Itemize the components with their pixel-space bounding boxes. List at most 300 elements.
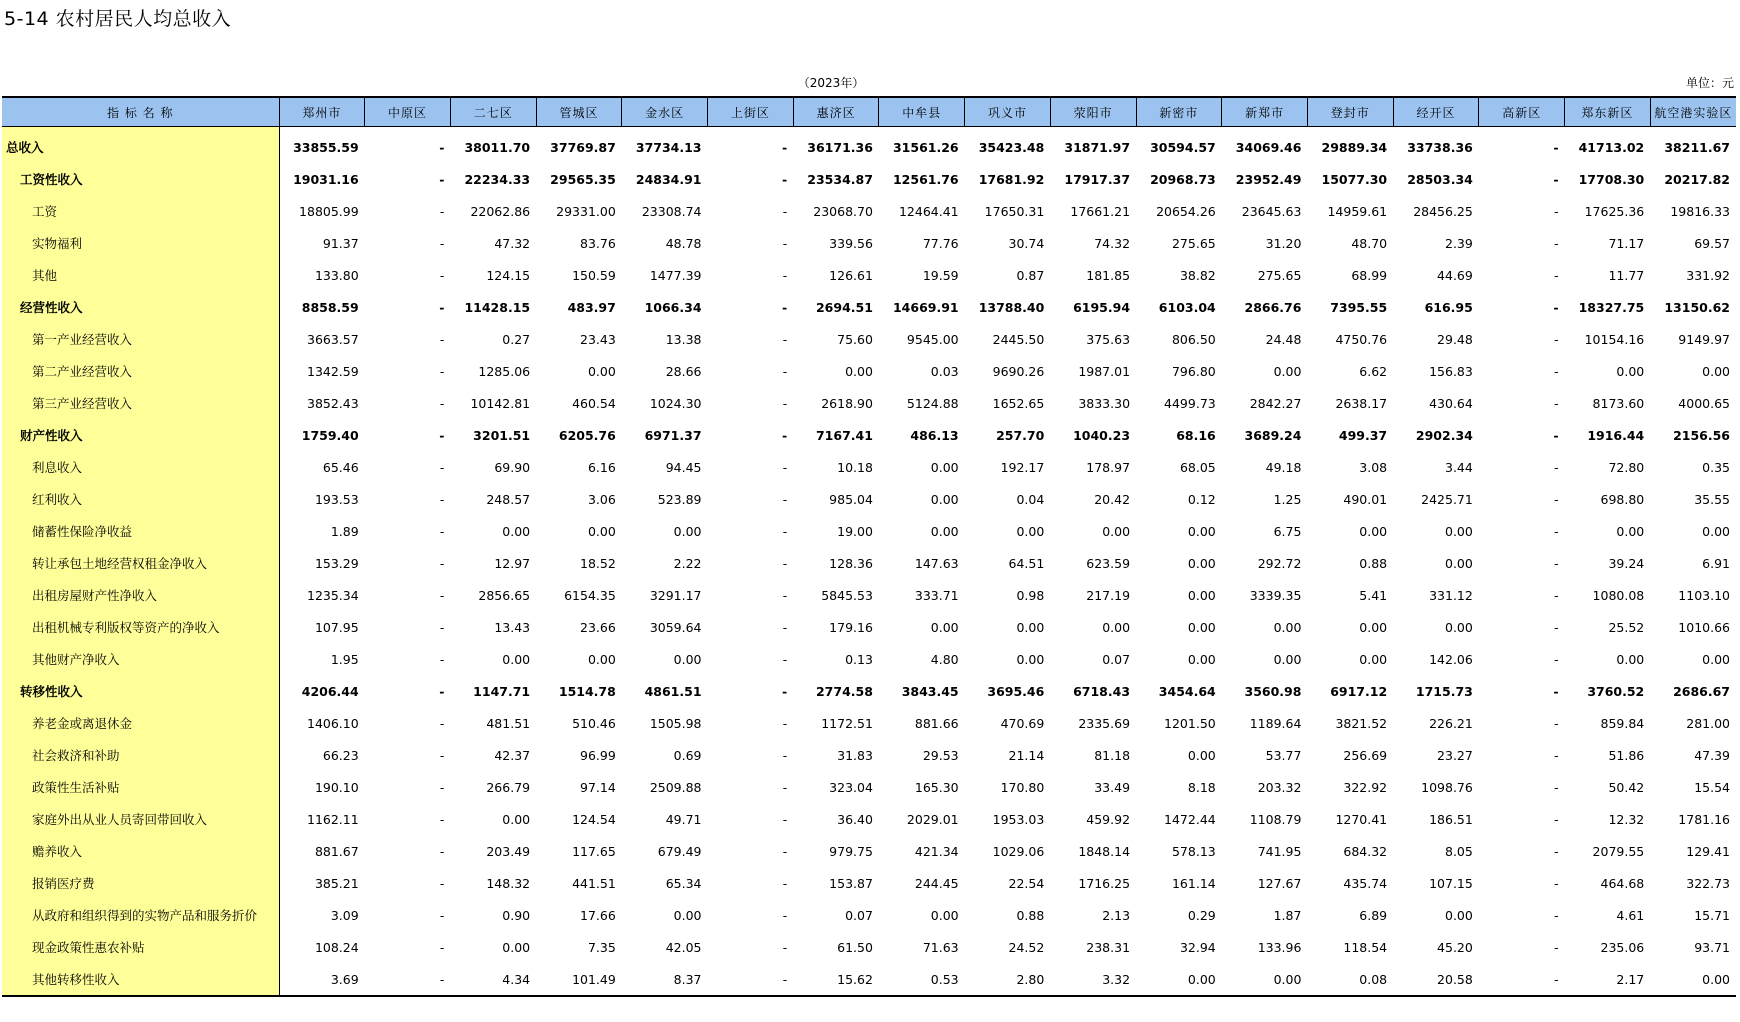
- cell-value: -: [439, 459, 445, 475]
- cell-value: -: [782, 523, 788, 539]
- cell-value: 10142.81: [470, 395, 531, 411]
- cell-value: 6103.04: [1158, 299, 1216, 315]
- table-row: [2, 931, 1736, 963]
- cell-value: 148.32: [486, 875, 531, 891]
- cell-value: 4861.51: [644, 683, 702, 699]
- cell-value: 42.37: [494, 747, 531, 763]
- row-label: 经营性收入: [2, 291, 279, 323]
- cell-value: 6971.37: [644, 427, 702, 443]
- cell-value: 19.00: [837, 523, 873, 539]
- table-row: [2, 483, 1736, 515]
- cell-value: 1066.34: [644, 299, 702, 315]
- cell-value: -: [782, 843, 788, 859]
- cell-value: 0.07: [845, 907, 873, 923]
- cell-value: 2509.88: [649, 779, 702, 795]
- header-region: 管城区: [536, 97, 622, 127]
- cell-value: 2.22: [673, 555, 702, 571]
- cell-value: 3852.43: [307, 395, 359, 411]
- cell-value: 69.90: [494, 459, 531, 475]
- cell-value: 2694.51: [815, 299, 873, 315]
- cell-value: -: [782, 747, 788, 763]
- cell-value: 50.42: [1608, 779, 1645, 795]
- cell-value: 3339.35: [1249, 587, 1302, 603]
- cell-value: 256.69: [1343, 747, 1388, 763]
- cell-value: 0.00: [930, 619, 959, 635]
- cell-value: 1235.34: [307, 587, 359, 603]
- cell-value: -: [439, 171, 445, 187]
- cell-value: 322.73: [1686, 875, 1730, 891]
- cell-value: 0.00: [502, 939, 531, 955]
- cell-value: 29.48: [1437, 331, 1473, 347]
- cell-value: 170.80: [1000, 779, 1045, 795]
- cell-value: 91.37: [322, 235, 359, 251]
- cell-value: 2445.50: [992, 331, 1045, 347]
- cell-value: 22.54: [1008, 875, 1045, 891]
- cell-value: -: [439, 651, 445, 667]
- cell-value: 2686.67: [1673, 683, 1730, 699]
- table-row: [2, 127, 1736, 164]
- cell-value: 0.00: [502, 523, 531, 539]
- cell-value: 18.52: [580, 555, 616, 571]
- cell-value: 1514.78: [558, 683, 616, 699]
- cell-value: 34069.46: [1235, 139, 1302, 155]
- cell-value: 0.00: [1102, 619, 1131, 635]
- cell-value: 1103.10: [1678, 587, 1730, 603]
- cell-value: 17681.92: [978, 171, 1045, 187]
- row-label: 第二产业经营收入: [2, 355, 279, 387]
- cell-value: 0.13: [845, 651, 873, 667]
- cell-value: 441.51: [572, 875, 616, 891]
- header-region: 中原区: [365, 97, 451, 127]
- cell-value: 75.60: [837, 331, 873, 347]
- cell-value: 1.89: [330, 523, 359, 539]
- cell-value: -: [1554, 779, 1559, 795]
- cell-value: 77.76: [922, 235, 959, 251]
- cell-value: 0.00: [1359, 523, 1388, 539]
- cell-value: 29889.34: [1321, 139, 1388, 155]
- cell-value: 235.06: [1600, 939, 1645, 955]
- cell-value: 4.34: [450, 963, 536, 996]
- cell-value: 133.80: [314, 267, 359, 283]
- cell-value: -: [782, 651, 788, 667]
- cell-value: 190.10: [314, 779, 359, 795]
- row-label: 其他: [2, 259, 279, 291]
- cell-value: 2156.56: [1673, 427, 1730, 443]
- cell-value: 0.53: [879, 963, 965, 996]
- cell-value: 8.18: [1187, 779, 1216, 795]
- cell-value: 0.00: [587, 363, 616, 379]
- cell-value: -: [439, 779, 445, 795]
- cell-value: -: [439, 811, 445, 827]
- cell-value: 5124.88: [906, 395, 959, 411]
- cell-value: 0.00: [1445, 555, 1473, 571]
- cell-value: 101.49: [536, 963, 622, 996]
- cell-value: 1987.01: [1078, 363, 1131, 379]
- cell-value: 1716.25: [1078, 875, 1131, 891]
- cell-value: 0.00: [1102, 523, 1131, 539]
- table-row: [2, 547, 1736, 579]
- cell-value: 0.00: [930, 459, 959, 475]
- cell-value: 29331.00: [556, 203, 616, 219]
- header-indicator-name: 指 标 名 称: [2, 97, 279, 127]
- cell-value: 292.72: [1257, 555, 1302, 571]
- header-region: 郑州市: [279, 97, 365, 127]
- cell-value: -: [439, 299, 445, 315]
- cell-value: 281.00: [1686, 715, 1730, 731]
- cell-value: 31.20: [1265, 235, 1302, 251]
- cell-value: 0.90: [502, 907, 531, 923]
- cell-value: 83.76: [580, 235, 616, 251]
- cell-value: 2079.55: [1592, 843, 1645, 859]
- cell-value: -: [782, 683, 788, 699]
- cell-value: 31561.26: [892, 139, 959, 155]
- header-region: 新密市: [1136, 97, 1222, 127]
- cell-value: 3.69: [279, 963, 365, 996]
- header-region: 巩义市: [965, 97, 1051, 127]
- cell-value: -: [1553, 299, 1559, 315]
- header-region: 登封市: [1307, 97, 1393, 127]
- cell-value: 32.94: [1179, 939, 1216, 955]
- cell-value: 4.80: [930, 651, 959, 667]
- cell-value: 2.39: [1445, 235, 1473, 251]
- cell-value: -: [439, 747, 445, 763]
- cell-value: 28503.34: [1407, 171, 1473, 187]
- cell-value: 2029.01: [906, 811, 959, 827]
- row-label: 养老金或离退休金: [2, 707, 279, 739]
- cell-value: 881.67: [314, 843, 359, 859]
- table-row: [2, 515, 1736, 547]
- cell-value: 33855.59: [293, 139, 359, 155]
- cell-value: 6.75: [1273, 523, 1302, 539]
- cell-value: 331.12: [1429, 587, 1473, 603]
- header-region: 金水区: [622, 97, 708, 127]
- cell-value: -: [365, 963, 451, 996]
- row-label: 工资性收入: [2, 163, 279, 195]
- cell-value: 1406.10: [307, 715, 359, 731]
- cell-value: -: [782, 715, 788, 731]
- cell-value: -: [1553, 171, 1559, 187]
- cell-value: 1477.39: [649, 267, 702, 283]
- cell-value: 49.18: [1265, 459, 1302, 475]
- cell-value: -: [439, 267, 445, 283]
- cell-value: 430.64: [1429, 395, 1473, 411]
- cell-value: 0.00: [1702, 523, 1730, 539]
- cell-value: 203.49: [486, 843, 531, 859]
- cell-value: 2866.76: [1244, 299, 1302, 315]
- cell-value: 71.63: [922, 939, 959, 955]
- cell-value: 0.00: [1445, 619, 1473, 635]
- cell-value: 0.00: [587, 523, 616, 539]
- cell-value: 12561.76: [892, 171, 959, 187]
- cell-value: 1848.14: [1078, 843, 1131, 859]
- cell-value: 0.00: [1273, 619, 1302, 635]
- cell-value: 0.00: [1702, 651, 1730, 667]
- cell-value: 5845.53: [821, 587, 873, 603]
- cell-value: 193.53: [314, 491, 359, 507]
- income-table: [2, 96, 1736, 997]
- cell-value: 117.65: [572, 843, 616, 859]
- table-row: [2, 259, 1736, 291]
- cell-value: 698.80: [1600, 491, 1645, 507]
- cell-value: 1098.76: [1421, 779, 1473, 795]
- cell-value: 1.95: [330, 651, 359, 667]
- cell-value: 1040.23: [1073, 427, 1131, 443]
- cell-value: 0.07: [1102, 651, 1131, 667]
- cell-value: 186.51: [1429, 811, 1473, 827]
- row-label: 政策性生活补贴: [2, 771, 279, 803]
- cell-value: 150.59: [572, 267, 616, 283]
- table-row: [2, 195, 1736, 227]
- cell-value: 8173.60: [1592, 395, 1645, 411]
- cell-value: 6205.76: [558, 427, 616, 443]
- cell-value: 69.57: [1694, 235, 1730, 251]
- cell-value: 124.54: [572, 811, 616, 827]
- cell-value: 108.24: [314, 939, 359, 955]
- cell-value: 3201.51: [473, 427, 531, 443]
- header-region: 荥阳市: [1050, 97, 1136, 127]
- cell-value: 19816.33: [1670, 203, 1730, 219]
- cell-value: 0.00: [1016, 523, 1045, 539]
- cell-value: 7395.55: [1330, 299, 1388, 315]
- cell-value: 25.52: [1608, 619, 1645, 635]
- row-label: 出租房屋财产性净收入: [2, 579, 279, 611]
- cell-value: 4206.44: [301, 683, 359, 699]
- cell-value: 0.00: [502, 651, 531, 667]
- cell-value: 3291.17: [649, 587, 702, 603]
- row-label: 从政府和组织得到的实物产品和服务折价: [2, 899, 279, 931]
- cell-value: 133.96: [1257, 939, 1302, 955]
- cell-value: -: [1554, 587, 1559, 603]
- cell-value: 0.00: [1016, 619, 1045, 635]
- cell-value: 153.29: [314, 555, 359, 571]
- cell-value: -: [1554, 555, 1559, 571]
- cell-value: 36.40: [837, 811, 873, 827]
- cell-value: 35423.48: [978, 139, 1045, 155]
- cell-value: 1759.40: [301, 427, 359, 443]
- cell-value: 36171.36: [807, 139, 873, 155]
- cell-value: 23645.63: [1241, 203, 1302, 219]
- cell-value: 142.06: [1429, 651, 1473, 667]
- cell-value: 12464.41: [898, 203, 959, 219]
- cell-value: 107.15: [1429, 875, 1473, 891]
- table-row: [2, 835, 1736, 867]
- cell-value: 2842.27: [1249, 395, 1302, 411]
- cell-value: 2335.69: [1078, 715, 1131, 731]
- cell-value: 0.00: [1445, 523, 1473, 539]
- cell-value: 72.80: [1608, 459, 1645, 475]
- cell-value: 3663.57: [307, 331, 359, 347]
- cell-value: 44.69: [1437, 267, 1473, 283]
- table-row: [2, 323, 1736, 355]
- cell-value: 0.98: [1016, 587, 1045, 603]
- table-row: [2, 163, 1736, 195]
- cell-value: 1108.79: [1249, 811, 1302, 827]
- cell-value: 2638.17: [1335, 395, 1388, 411]
- cell-value: -: [1554, 459, 1559, 475]
- cell-value: 15077.30: [1321, 171, 1388, 187]
- cell-value: -: [1554, 811, 1559, 827]
- cell-value: 31871.97: [1064, 139, 1131, 155]
- cell-value: 881.66: [914, 715, 959, 731]
- cell-value: 179.16: [829, 619, 873, 635]
- cell-value: 192.17: [1000, 459, 1045, 475]
- cell-value: 161.14: [1171, 875, 1216, 891]
- cell-value: 203.32: [1257, 779, 1302, 795]
- cell-value: -: [1554, 331, 1559, 347]
- row-label: 红利收入: [2, 483, 279, 515]
- cell-value: 9690.26: [992, 363, 1045, 379]
- cell-value: 0.00: [502, 811, 531, 827]
- year-label: （2023年）: [797, 76, 865, 90]
- cell-value: -: [708, 963, 794, 996]
- cell-value: 3454.64: [1158, 683, 1216, 699]
- cell-value: 0.00: [1702, 363, 1730, 379]
- cell-value: -: [782, 619, 788, 635]
- cell-value: 17.66: [580, 907, 616, 923]
- cell-value: 33738.36: [1407, 139, 1473, 155]
- cell-value: -: [439, 875, 445, 891]
- cell-value: 6.62: [1359, 363, 1388, 379]
- cell-value: -: [439, 587, 445, 603]
- cell-value: -: [439, 235, 445, 251]
- cell-value: 275.65: [1171, 235, 1216, 251]
- cell-value: 24.52: [1008, 939, 1045, 955]
- cell-value: 13788.40: [978, 299, 1045, 315]
- cell-value: 0.00: [1222, 963, 1308, 996]
- table-row: [2, 675, 1736, 707]
- cell-value: -: [439, 715, 445, 731]
- table-row: [2, 387, 1736, 419]
- cell-value: 490.01: [1343, 491, 1388, 507]
- cell-value: 523.89: [657, 491, 702, 507]
- cell-value: 1270.41: [1335, 811, 1388, 827]
- header-region: 中牟县: [879, 97, 965, 127]
- cell-value: -: [1554, 267, 1559, 283]
- cell-value: -: [782, 587, 788, 603]
- row-label: 转移性收入: [2, 675, 279, 707]
- cell-value: 15.54: [1694, 779, 1730, 795]
- cell-value: 483.97: [567, 299, 616, 315]
- cell-value: 2.80: [965, 963, 1051, 996]
- cell-value: 6.89: [1359, 907, 1388, 923]
- cell-value: 331.92: [1686, 267, 1730, 283]
- cell-value: 13150.62: [1664, 299, 1730, 315]
- row-label: 现金政策性惠农补贴: [2, 931, 279, 963]
- cell-value: -: [782, 331, 788, 347]
- cell-value: -: [782, 427, 788, 443]
- cell-value: 33.49: [1094, 779, 1131, 795]
- cell-value: 6718.43: [1073, 683, 1131, 699]
- cell-value: -: [782, 459, 788, 475]
- cell-value: -: [439, 523, 445, 539]
- cell-value: 6.16: [587, 459, 616, 475]
- cell-value: -: [1554, 715, 1559, 731]
- cell-value: 323.04: [829, 779, 873, 795]
- table-row: [2, 707, 1736, 739]
- cell-value: 38211.67: [1664, 139, 1730, 155]
- table-row: [2, 227, 1736, 259]
- cell-value: -: [782, 395, 788, 411]
- cell-value: 0.00: [845, 363, 873, 379]
- cell-value: 3.08: [1359, 459, 1388, 475]
- cell-value: -: [439, 491, 445, 507]
- cell-value: -: [439, 843, 445, 859]
- cell-value: 2856.65: [478, 587, 531, 603]
- cell-value: 578.13: [1171, 843, 1216, 859]
- cell-value: 118.54: [1343, 939, 1388, 955]
- cell-value: 129.41: [1686, 843, 1730, 859]
- cell-value: 6195.94: [1073, 299, 1131, 315]
- cell-value: 0.04: [1016, 491, 1045, 507]
- cell-value: 275.65: [1257, 267, 1302, 283]
- cell-value: 0.00: [930, 523, 959, 539]
- table-row: [2, 611, 1736, 643]
- cell-value: 20217.82: [1664, 171, 1730, 187]
- cell-value: -: [439, 427, 445, 443]
- cell-value: 1162.11: [307, 811, 359, 827]
- cell-value: 1201.50: [1164, 715, 1216, 731]
- cell-value: 0.00: [1187, 587, 1216, 603]
- cell-value: 13.38: [665, 331, 702, 347]
- cell-value: 39.24: [1608, 555, 1645, 571]
- cell-value: 38011.70: [464, 139, 531, 155]
- cell-value: 1147.71: [473, 683, 531, 699]
- cell-value: 684.32: [1343, 843, 1388, 859]
- row-label: 实物福利: [2, 227, 279, 259]
- cell-value: 38.82: [1179, 267, 1216, 283]
- cell-value: 20.42: [1094, 491, 1131, 507]
- cell-value: -: [1554, 491, 1559, 507]
- table-row: [2, 451, 1736, 483]
- cell-value: 0.69: [673, 747, 702, 763]
- cell-value: 64.51: [1008, 555, 1045, 571]
- cell-value: -: [782, 779, 788, 795]
- table-row: [2, 355, 1736, 387]
- cell-value: 1024.30: [649, 395, 702, 411]
- cell-value: 21.14: [1008, 747, 1045, 763]
- cell-value: 126.61: [829, 267, 873, 283]
- cell-value: 1472.44: [1164, 811, 1216, 827]
- cell-value: 23308.74: [641, 203, 702, 219]
- cell-value: -: [782, 363, 788, 379]
- cell-value: 0.35: [1702, 459, 1730, 475]
- row-label: 其他转移性收入: [2, 963, 279, 996]
- cell-value: 741.95: [1257, 843, 1302, 859]
- cell-value: 0.87: [1016, 267, 1045, 283]
- cell-value: -: [1554, 875, 1559, 891]
- cell-value: 3833.30: [1078, 395, 1131, 411]
- cell-value: 0.00: [1616, 523, 1645, 539]
- cell-value: 24834.91: [635, 171, 702, 187]
- cell-value: -: [1479, 963, 1565, 996]
- cell-value: -: [1554, 363, 1559, 379]
- cell-value: -: [1553, 139, 1559, 155]
- cell-value: 1916.44: [1587, 427, 1645, 443]
- header-region: 高新区: [1479, 97, 1565, 127]
- cell-value: -: [782, 811, 788, 827]
- row-label: 赡养收入: [2, 835, 279, 867]
- cell-value: -: [1553, 683, 1559, 699]
- cell-value: 0.00: [673, 651, 702, 667]
- row-label: 家庭外出从业人员寄回带回收入: [2, 803, 279, 835]
- table-row: [2, 643, 1736, 675]
- cell-value: 1.87: [1273, 907, 1302, 923]
- cell-value: 68.05: [1179, 459, 1216, 475]
- cell-value: 48.78: [665, 235, 702, 251]
- cell-value: -: [439, 331, 445, 347]
- cell-value: -: [439, 619, 445, 635]
- cell-value: 8.05: [1445, 843, 1473, 859]
